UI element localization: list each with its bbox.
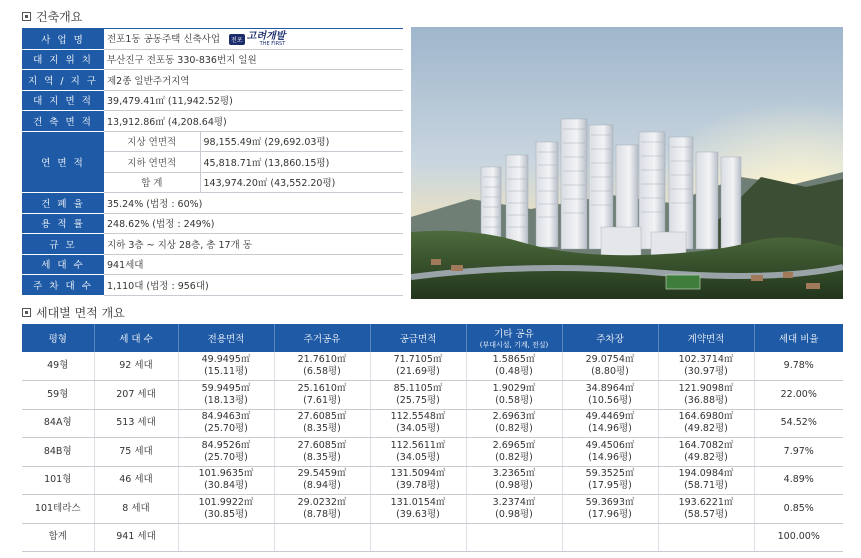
col-header: 계약면적 xyxy=(658,324,754,352)
overview-row xyxy=(22,193,403,214)
units-section-title xyxy=(22,304,125,321)
unit-count-cell: 92 세대 xyxy=(94,352,178,381)
col-header: 세대 비율 xyxy=(754,324,843,352)
total-cell: 941 세대 xyxy=(94,523,178,552)
area-pyeong: (8.35평) xyxy=(303,423,341,435)
logo-name: 고려개발 xyxy=(246,31,286,42)
area-cell xyxy=(178,352,274,381)
area-sqm: 49.4469㎡ xyxy=(585,411,635,423)
area-cell xyxy=(370,409,466,438)
table-row xyxy=(22,381,843,410)
overview-value: 941세대 xyxy=(104,254,403,275)
area-pyeong: (21.69평) xyxy=(396,366,440,377)
unit-type-cell: 49형 xyxy=(22,352,94,381)
area-pyeong: (8.35평) xyxy=(303,451,341,463)
overview-row xyxy=(22,29,403,50)
area-pyeong: (34.05평) xyxy=(396,451,440,463)
area-sqm: 194.0984㎡ xyxy=(678,468,734,480)
table-row xyxy=(22,438,843,467)
builder-logo xyxy=(229,31,285,47)
area-cell xyxy=(562,466,658,495)
overview-value: 지하 3층 ~ 지상 28층, 총 17개 동 xyxy=(104,234,403,255)
col-header-text: 기타 공유 xyxy=(494,329,534,340)
overview-value: 248.62% (법정 : 249%) xyxy=(104,213,403,234)
logo-sub: THE FIRST xyxy=(259,41,286,47)
area-pyeong: (0.82평) xyxy=(495,451,533,463)
overview-label: 사 업 명 xyxy=(22,29,104,50)
unit-type-cell: 101형 xyxy=(22,466,94,495)
area-pyeong: (17.96평) xyxy=(588,508,632,520)
area-cell xyxy=(370,438,466,467)
area-cell xyxy=(466,409,562,438)
area-cell xyxy=(274,409,370,438)
overview-row xyxy=(22,49,403,70)
area-pyeong: (25.75평) xyxy=(396,394,440,406)
area-cell xyxy=(370,352,466,381)
area-sqm: 21.7610㎡ xyxy=(297,354,347,365)
area-cell xyxy=(370,381,466,410)
area-sqm: 84.9526㎡ xyxy=(201,439,251,451)
overview-row xyxy=(22,111,403,132)
area-sqm: 71.7105㎡ xyxy=(393,354,443,365)
area-sqm: 1.9029㎡ xyxy=(492,382,536,394)
area-cell xyxy=(562,409,658,438)
area-pyeong: (0.48평) xyxy=(495,366,533,377)
area-cell xyxy=(466,352,562,381)
area-cell xyxy=(658,438,754,467)
empty-cell xyxy=(658,523,754,552)
overview-table xyxy=(22,28,403,296)
area-pyeong: (10.56평) xyxy=(588,394,632,406)
overview-row xyxy=(22,275,403,296)
units-table xyxy=(22,324,843,552)
overview-value: 35.24% (법정 : 60%) xyxy=(104,193,403,214)
table-row xyxy=(22,495,843,524)
empty-cell xyxy=(370,523,466,552)
area-cell xyxy=(466,438,562,467)
area-sqm: 59.3693㎡ xyxy=(585,496,635,508)
area-sqm: 3.2374㎡ xyxy=(492,496,536,508)
apartment-complex-rendering xyxy=(411,27,843,299)
area-cell xyxy=(658,352,754,381)
area-pyeong: (8.78평) xyxy=(303,508,341,520)
area-sqm: 29.0754㎡ xyxy=(585,354,635,365)
floor-area-sub-label: 지상 연면적 xyxy=(104,131,200,152)
area-cell xyxy=(274,381,370,410)
col-header xyxy=(466,324,562,352)
area-pyeong: (15.11평) xyxy=(204,366,248,377)
area-pyeong: (17.95평) xyxy=(588,480,632,492)
area-cell xyxy=(562,352,658,381)
total-cell: 100.00% xyxy=(754,523,843,552)
unit-ratio-cell: 7.97% xyxy=(754,438,843,467)
col-header: 공급면적 xyxy=(370,324,466,352)
area-pyeong: (0.58평) xyxy=(495,394,533,406)
total-cell: 합계 xyxy=(22,523,94,552)
square-bullet-icon xyxy=(22,308,31,317)
overview-value xyxy=(104,29,403,50)
area-pyeong: (39.63평) xyxy=(396,508,440,520)
area-sqm: 49.9495㎡ xyxy=(201,354,251,365)
area-pyeong: (25.70평) xyxy=(204,451,248,463)
area-pyeong: (7.61평) xyxy=(303,394,341,406)
area-sqm: 27.6085㎡ xyxy=(297,439,347,451)
area-sqm: 25.1610㎡ xyxy=(297,382,347,394)
square-bullet-icon xyxy=(22,12,31,21)
area-pyeong: (49.82평) xyxy=(684,451,728,463)
area-pyeong: (18.13평) xyxy=(204,394,248,406)
area-cell xyxy=(466,381,562,410)
area-cell xyxy=(178,438,274,467)
col-header-sub: (부대시설, 기계, 전실) xyxy=(479,341,549,349)
units-title-text: 세대별 면적 개요 xyxy=(36,306,125,320)
empty-cell xyxy=(274,523,370,552)
area-cell xyxy=(658,381,754,410)
overview-label: 규 모 xyxy=(22,234,104,255)
area-pyeong: (0.98평) xyxy=(495,508,533,520)
col-header: 전용면적 xyxy=(178,324,274,352)
area-pyeong: (8.80평) xyxy=(591,366,629,377)
overview-row xyxy=(22,90,403,111)
area-cell xyxy=(370,466,466,495)
unit-ratio-cell: 9.78% xyxy=(754,352,843,381)
overview-row xyxy=(22,70,403,91)
area-sqm: 27.6085㎡ xyxy=(297,411,347,423)
area-sqm: 3.2365㎡ xyxy=(492,468,536,480)
area-sqm: 131.0154㎡ xyxy=(390,496,446,508)
unit-count-cell: 207 세대 xyxy=(94,381,178,410)
overview-label: 주 차 대 수 xyxy=(22,275,104,296)
unit-count-cell: 513 세대 xyxy=(94,409,178,438)
area-sqm: 29.5459㎡ xyxy=(297,468,347,480)
area-cell xyxy=(274,438,370,467)
area-pyeong: (34.05평) xyxy=(396,423,440,435)
area-sqm: 2.6965㎡ xyxy=(492,439,536,451)
area-pyeong: (30.84평) xyxy=(204,480,248,492)
overview-label: 대 지 위 치 xyxy=(22,49,104,70)
overview-label: 연 면 적 xyxy=(22,131,104,193)
overview-row xyxy=(22,234,403,255)
overview-value: 부산진구 전포동 330-836번지 일원 xyxy=(104,49,403,70)
overview-value: 제2종 일반주거지역 xyxy=(104,70,403,91)
overview-label: 세 대 수 xyxy=(22,254,104,275)
total-row xyxy=(22,523,843,552)
table-row xyxy=(22,409,843,438)
unit-count-cell: 75 세대 xyxy=(94,438,178,467)
logo-badge: 전포 xyxy=(229,34,245,45)
area-cell xyxy=(274,466,370,495)
area-pyeong: (30.85평) xyxy=(204,508,248,520)
area-sqm: 85.1105㎡ xyxy=(393,382,443,394)
overview-label: 용 적 률 xyxy=(22,213,104,234)
overview-row xyxy=(22,131,403,152)
area-sqm: 121.9098㎡ xyxy=(678,382,734,394)
area-sqm: 34.8964㎡ xyxy=(585,382,635,394)
area-sqm: 112.5611㎡ xyxy=(390,439,446,451)
area-sqm: 112.5548㎡ xyxy=(390,411,446,423)
table-row xyxy=(22,352,843,381)
area-cell xyxy=(466,495,562,524)
area-sqm: 59.3525㎡ xyxy=(585,468,635,480)
unit-ratio-cell: 54.52% xyxy=(754,409,843,438)
overview-value: 39,479.41㎡ (11,942.52평) xyxy=(104,90,403,111)
col-header: 평형 xyxy=(22,324,94,352)
floor-area-sub-label: 합 계 xyxy=(104,172,200,193)
area-pyeong: (0.82평) xyxy=(495,423,533,435)
unit-count-cell: 8 세대 xyxy=(94,495,178,524)
empty-cell xyxy=(562,523,658,552)
area-cell xyxy=(658,409,754,438)
area-pyeong: (49.82평) xyxy=(684,423,728,435)
unit-type-cell: 84B형 xyxy=(22,438,94,467)
area-pyeong: (58.71평) xyxy=(684,480,728,492)
area-sqm: 1.5865㎡ xyxy=(492,354,536,365)
area-sqm: 164.7082㎡ xyxy=(678,439,734,451)
area-pyeong: (0.98평) xyxy=(495,480,533,492)
area-cell xyxy=(178,381,274,410)
area-cell xyxy=(274,495,370,524)
area-cell xyxy=(178,466,274,495)
area-sqm: 102.3714㎡ xyxy=(678,354,734,365)
area-cell xyxy=(658,495,754,524)
unit-type-cell: 59형 xyxy=(22,381,94,410)
floor-area-value: 45,818.71㎡ (13,860.15평) xyxy=(200,152,403,173)
col-header: 주차장 xyxy=(562,324,658,352)
area-cell xyxy=(562,381,658,410)
area-cell xyxy=(178,495,274,524)
area-sqm: 84.9463㎡ xyxy=(201,411,251,423)
overview-label: 대 지 면 적 xyxy=(22,90,104,111)
area-sqm: 49.4506㎡ xyxy=(585,439,635,451)
area-sqm: 193.6221㎡ xyxy=(678,496,734,508)
area-cell xyxy=(658,466,754,495)
overview-section-title xyxy=(22,8,82,25)
area-cell xyxy=(370,495,466,524)
project-name: 전포1동 공동주택 신축사업 xyxy=(107,33,221,45)
unit-type-cell: 84A형 xyxy=(22,409,94,438)
unit-type-cell: 101테라스 xyxy=(22,495,94,524)
col-header: 주거공유 xyxy=(274,324,370,352)
area-pyeong: (58.57평) xyxy=(684,508,728,520)
empty-cell xyxy=(178,523,274,552)
area-sqm: 101.9922㎡ xyxy=(198,496,254,508)
col-header: 세 대 수 xyxy=(94,324,178,352)
area-sqm: 164.6980㎡ xyxy=(678,411,734,423)
table-row xyxy=(22,466,843,495)
area-pyeong: (36.88평) xyxy=(684,394,728,406)
area-cell xyxy=(274,352,370,381)
area-pyeong: (8.94평) xyxy=(303,480,341,492)
overview-title-text: 건축개요 xyxy=(36,10,83,24)
units-body xyxy=(22,352,843,552)
overview-label: 건 축 면 적 xyxy=(22,111,104,132)
floor-area-value: 98,155.49㎡ (29,692.03평) xyxy=(200,131,403,152)
overview-value: 13,912.86㎡ (4,208.64평) xyxy=(104,111,403,132)
area-cell xyxy=(466,466,562,495)
area-cell xyxy=(562,438,658,467)
empty-cell xyxy=(466,523,562,552)
overview-value: 1,110대 (법정 : 956대) xyxy=(104,275,403,296)
area-cell xyxy=(178,409,274,438)
floor-area-value: 143,974.20㎡ (43,552.20평) xyxy=(200,172,403,193)
area-pyeong: (14.96평) xyxy=(588,423,632,435)
floor-area-sub-label: 지하 연면적 xyxy=(104,152,200,173)
units-header-row xyxy=(22,324,843,352)
area-sqm: 59.9495㎡ xyxy=(201,382,251,394)
unit-ratio-cell: 4.89% xyxy=(754,466,843,495)
area-sqm: 2.6963㎡ xyxy=(492,411,536,423)
area-pyeong: (39.78평) xyxy=(396,480,440,492)
unit-count-cell: 46 세대 xyxy=(94,466,178,495)
unit-ratio-cell: 22.00% xyxy=(754,381,843,410)
overview-row xyxy=(22,254,403,275)
area-cell xyxy=(562,495,658,524)
area-pyeong: (30.97평) xyxy=(684,366,728,377)
overview-label: 건 폐 율 xyxy=(22,193,104,214)
overview-row xyxy=(22,213,403,234)
overview-label: 지 역 / 지 구 xyxy=(22,70,104,91)
area-pyeong: (25.70평) xyxy=(204,423,248,435)
area-sqm: 131.5094㎡ xyxy=(390,468,446,480)
area-pyeong: (14.96평) xyxy=(588,451,632,463)
area-sqm: 29.0232㎡ xyxy=(297,496,347,508)
area-sqm: 101.9635㎡ xyxy=(198,468,254,480)
unit-ratio-cell: 0.85% xyxy=(754,495,843,524)
area-pyeong: (6.58평) xyxy=(303,366,341,377)
